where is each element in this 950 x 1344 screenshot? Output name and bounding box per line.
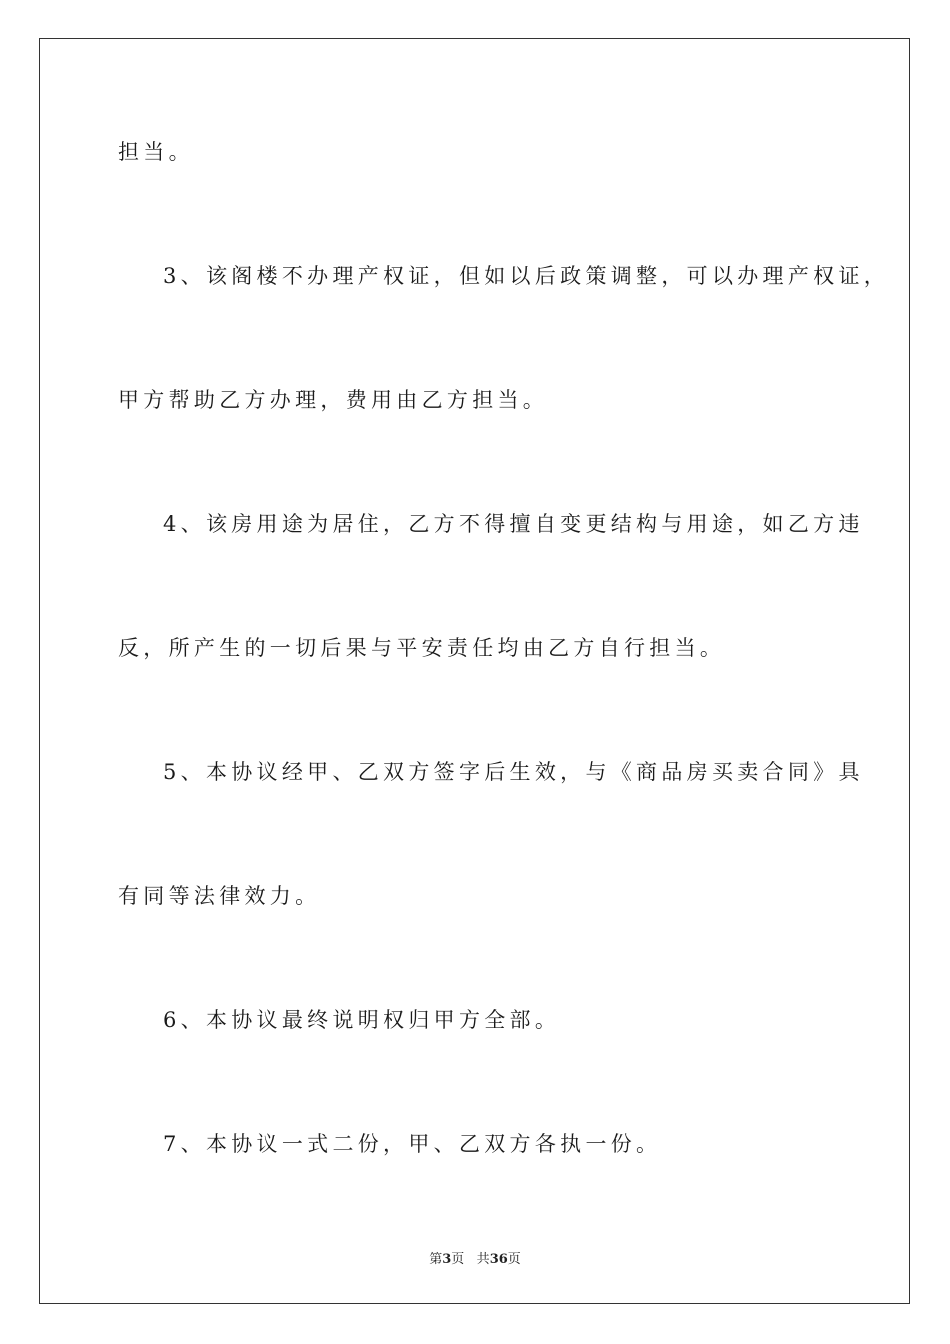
footer-page-suffix: 页	[451, 1252, 465, 1267]
footer-page-number: 3	[442, 1252, 452, 1267]
clause-3-line-1: 3、该阁楼不办理产权证，但如以后政策调整，可以办理产权证，	[163, 264, 890, 288]
clause-5-line-2: 有同等法律效力。	[118, 884, 321, 908]
clause-4-line-2: 反，所产生的一切后果与平安责任均由乙方自行担当。	[118, 636, 726, 660]
page-footer	[0, 1248, 950, 1267]
clause-5-line-1: 5、本协议经甲、乙双方签字后生效，与《商品房买卖合同》具	[163, 760, 864, 784]
clause-6-line: 6、本协议最终说明权归甲方全部。	[163, 1008, 561, 1032]
page-border	[39, 38, 910, 1304]
text-line: 担当。	[118, 140, 194, 164]
footer-total-pages: 36	[489, 1252, 508, 1267]
clause-7-line: 7、本协议一式二份，甲、乙双方各执一份。	[163, 1132, 662, 1156]
footer-page-prefix: 第	[429, 1252, 443, 1267]
clause-3-line-2: 甲方帮助乙方办理，费用由乙方担当。	[118, 388, 549, 412]
footer-total-prefix: 共	[476, 1252, 490, 1267]
footer-total-suffix: 页	[507, 1252, 521, 1267]
clause-4-line-1: 4、该房用途为居住，乙方不得擅自变更结构与用途，如乙方违	[163, 512, 864, 536]
